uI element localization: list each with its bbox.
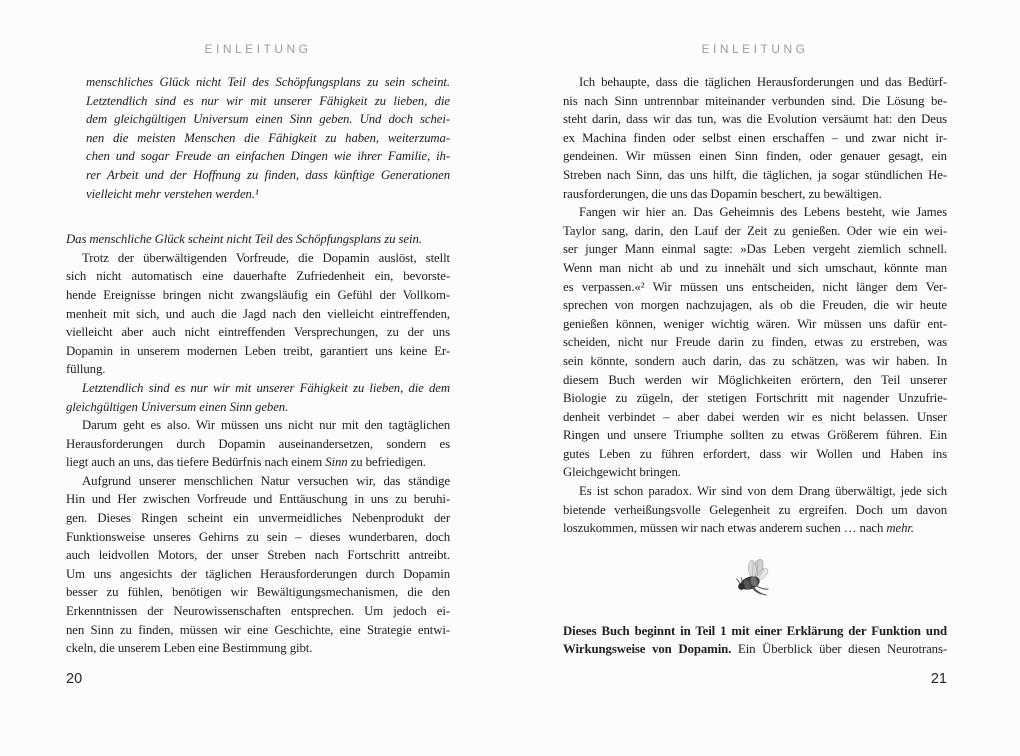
left-page-body (66, 73, 450, 658)
text-line: nis nach Sinn untrennbar miteinander verbunden sind. Die Lösung be- (563, 93, 947, 108)
text-line: Wirkungsweise von Dopamin. Ein Überblick über diesen Neurotrans- (563, 642, 947, 657)
text-line: Es ist schon paradox. Wir sind von dem Drang überwältigt, jede sich (579, 484, 947, 499)
paragraph (563, 203, 947, 482)
text-line: Letztendlich sind es nur wir mit unserer Fähigkeit zu lieben, die dem (82, 380, 450, 395)
text-line: steht darin, dass wir das tun, was die Evolution versäumt hat: den Deus (563, 112, 947, 127)
paragraph (563, 482, 947, 538)
text-line: menheit mit sich, und auch die Jagd nach den vielleicht eintreffenden, (66, 306, 450, 321)
text-line: nen die meisten Menschen die Fähigkeit zu haben, weiterzuma- (86, 130, 450, 145)
text-line: Funktionsweise unseres Gehirns zu sein – dieses wunderbaren, doch (66, 529, 450, 544)
text-line: Gleichgewicht bringen. (563, 465, 681, 480)
page-number-left: 20 (66, 671, 83, 687)
text-line: gleichgültigen Universum einen Sinn geben. (66, 399, 289, 414)
paragraph (563, 622, 947, 659)
text-line: Wenn man nicht ab und zu innehält und sich umschaut, könnte man (563, 260, 947, 275)
text-line: Taylor sang, darin, den Lauf der Zeit zu genießen. Oder wie ein wei- (563, 223, 947, 238)
text-line: ckeln, die unserem Leben eine Bestimmung gibt. (66, 641, 313, 656)
text-line: Dieses Buch beginnt in Teil 1 mit einer Erklärung der Funktion und (563, 623, 947, 638)
text-line: bietende verheißungsvolle Gelegenheit zu ergreifen. Doch um davon (563, 502, 947, 517)
bee-ornament (563, 558, 947, 602)
text-line: rer Arbeit und der Hoffnung zu finden, dass künftige Generationen (86, 167, 450, 182)
paragraph (66, 230, 450, 249)
text-line: sein könnte, sondern auch darin, das zu schätzen, was wir haben. In (563, 353, 947, 368)
running-header-left: EINLEITUNG (204, 42, 312, 56)
text-line: ser junger Mann einmal sagte: »Das Leben vergeht ziemlich schnell. (563, 242, 947, 257)
text-line: Biologie zu zügeln, der stetigen Fortschritt mit nagender Unzufrie- (563, 391, 947, 406)
text-line: scheiden, nicht nur Freude darin zu finden, etwas zu erstreben, was (563, 335, 947, 350)
text-line: menschliches Glück nicht Teil des Schöpfungsplans zu sein scheint. (86, 75, 450, 89)
text-line: loszukommen, müssen wir nach etwas anderem suchen … nach mehr. (563, 521, 914, 536)
page-number-right: 21 (930, 671, 947, 687)
text-line: gutes Leben zu führen erfordert, dass wir Wollen und Haben ins (563, 446, 947, 461)
text-line: es verpassen.«² Wir müssen uns entscheiden, nicht länger dem Ver- (563, 279, 947, 294)
text-line: hende Ereignisse bringen nicht zwangsläufig ein Gefühl der Vollkom- (66, 287, 450, 302)
paragraph (86, 73, 450, 203)
text-line: Aufgrund unserer menschlichen Natur versuchen wir, das ständige (82, 473, 450, 488)
text-line: chen und sogar Freude an einfachen Dingen wie ihrer Familie, ih- (86, 149, 450, 164)
text-line: Streben nach Sinn, das uns hilft, die täglichen, ja sogar stündlichen He- (563, 167, 947, 182)
text-line: liegt auch an uns, das tiefere Bedürfnis nach einem Sinn zu befriedigen. (66, 455, 426, 470)
text-line: nen Sinn zu finden, müssen wir eine Geschichte, eine Strategie entwi- (66, 622, 450, 637)
text-line: rausforderungen, die uns das Dopamin beschert, zu bewältigen. (563, 186, 882, 201)
text-line: genießen können, weniger wichtig wären. Wir müssen uns dafür ent- (563, 316, 947, 331)
paragraph (66, 472, 450, 658)
paragraph (66, 379, 450, 416)
text-line: dem gleichgültigen Universum einen Sinn geben. Und doch schei- (86, 112, 450, 127)
text-line: Ich behaupte, dass die täglichen Herausforderungen und das Bedürf- (579, 75, 947, 89)
text-line: besser zu fühlen, benötigen wir Bewältigungsmechanismen, die den (66, 585, 450, 600)
running-header-right: EINLEITUNG (701, 42, 809, 56)
text-line: Trotz der überwältigenden Vorfreude, die Dopamin auslöst, stellt (82, 250, 450, 265)
text-line: gen. Dieses Ringen scheint ein unvermeidliches Nebenprodukt der (66, 511, 450, 526)
text-line: Ringen und unsere Triumphe sollten zu etwas Größerem führen. Ein (563, 428, 947, 443)
right-page-body (563, 73, 947, 659)
text-line: Letztendlich sind es nur wir mit unserer Fähigkeit zu lieben, die (86, 93, 450, 108)
text-line: vielleicht mehr verstehen werden.¹ (86, 186, 259, 201)
text-line: Fangen wir hier an. Das Geheimnis des Lebens besteht, wie James (579, 205, 947, 220)
text-line: ex Machina finden oder selbst einen erschaffen – und zwar nicht ir- (563, 130, 947, 145)
text-line: gendeinen. Wir müssen einen Sinn finden, oder genauer gesagt, ein (563, 149, 947, 164)
text-line: Darum geht es also. Wir müssen uns nicht nur mit den tagtäglichen (82, 418, 450, 433)
text-line: Dopamin in unserem modernen Leben treibt, garantiert uns keine Er- (66, 343, 450, 358)
text-line: sprechen von morgen nachzujagen, als ob die Freuden, die wir heute (563, 298, 947, 313)
text-line: auch leidvollen Motors, der unser Streben nach Fortschritt antreibt. (66, 548, 450, 563)
text-line: sich nicht automatisch eine dauerhafte Zufriedenheit ein, bevorste- (66, 269, 450, 284)
text-line: denheit verbindet – aber dabei werden wir es nicht belassen. Unser (563, 409, 947, 424)
text-line: diesem Buch werden wir Möglichkeiten erörtern, den Teil unserer (563, 372, 947, 387)
text-line: Um uns angesichts der täglichen Herausforderungen durch Dopamin (66, 566, 450, 581)
text-line: füllung. (66, 362, 106, 377)
paragraph (66, 249, 450, 379)
text-line: Herausforderungen durch Dopamin auseinandersetzen, sondern es (66, 436, 450, 451)
paragraph (563, 73, 947, 203)
bee-illustration-icon (735, 558, 775, 602)
text-line: Hin und Her zwischen Vorfreude und Enttäuschung in uns zu beruhi- (66, 492, 450, 507)
text-line: vielleicht aber auch nicht eintreffenden Versprechungen, zu der uns (66, 325, 450, 340)
paragraph (66, 416, 450, 472)
text-line: Das menschliche Glück scheint nicht Teil des Schöpfungsplans zu sein. (66, 232, 422, 247)
text-line: Erkenntnissen der Neurowissenschaften entsprechen. Um jedoch ei- (66, 604, 450, 619)
